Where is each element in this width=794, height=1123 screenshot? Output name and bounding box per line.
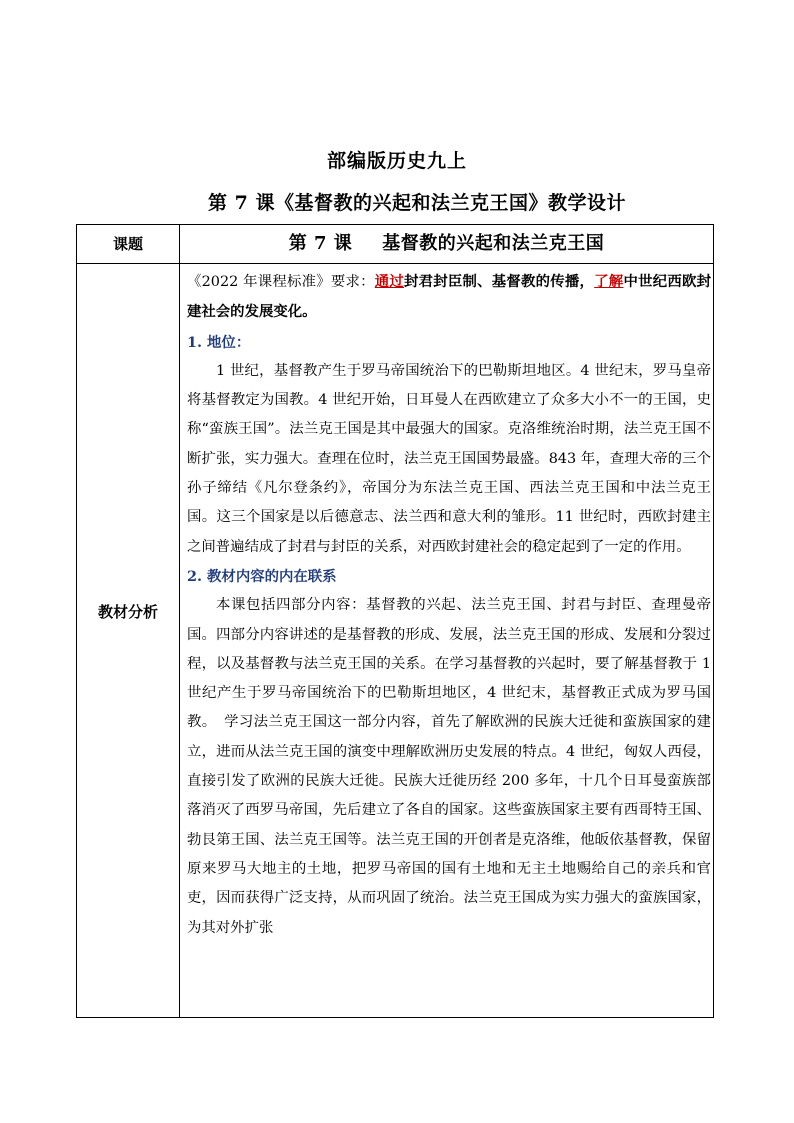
analysis-content — [187, 267, 711, 943]
lesson-table — [76, 224, 714, 1018]
standard-highlight-2: 了解 — [594, 273, 624, 290]
standard-highlight-1: 通过 — [374, 273, 404, 290]
analysis-label: 教材分析 — [97, 603, 158, 621]
lesson-title: 基督教的兴起和法兰克王国 — [382, 233, 605, 254]
row-divider — [77, 263, 713, 264]
topic-label: 课题 — [112, 235, 143, 253]
section1-body: 1 世纪，基督教产生于罗马帝国统治下的巴勒斯坦地区。4 世纪末，罗马皇帝将基督教定为国教。4 世纪开始，日耳曼人在西欧建立了众多大小不一的王国，史称“蛮族王国”。法兰克王国是其中最强大的国家。克洛维统治时期，法兰克王国不断扩张，实力强大。查理在位时，法兰克王国国势最盛。843 年，查理大帝的三个孙子缔结《凡尔登条约》，帝国分为东法兰克王国、西法兰克王国和中法兰克王国。这三个国家是以后德意志、法兰西和意大利的雏形。11 世纪时，西欧封建主之间普遍结成了封君与封臣的关系，对西欧封建社会的稳定起到了一定的作用。 — [187, 362, 711, 555]
standard-suffix: 中世纪西欧封建社会的发展变化。 — [187, 273, 711, 321]
curriculum-standard — [187, 267, 711, 328]
doc-title-line1: 部编版历史九上 — [326, 150, 467, 172]
section2-body: 本课包括四部分内容：基督教的兴起、法兰克王国、封君与封臣、查理曼帝国。四部分内容讲述的是基督教的形成、发展，法兰克王国的形成、发展和分裂过程，以及基督教与法兰克王国的关系。在学习基督教的兴起时，要了解基督教于 1 世纪产生于罗马帝国统治下的巴勒斯坦地区，4 世纪末，基督教正式成为罗马国教。 学习法兰克王国这一部分内容，首先了解欧洲的民族大迁徙和蛮族国家的建立，进而从法兰克王国的演变中理解欧洲历史发展的特点。4 世纪，匈奴人西侵，直接引发了欧洲的民族大迁徙。民族大迁徙历经 200 多年，十几个日耳曼蛮族部落消灭了西罗马帝国，先后建立了各自的国家。这些蛮族国家主要有西哥特王国、勃艮第王国、法兰克王国等。法兰克王国的开创者是克洛维，他皈依基督教，保留原来罗马大地主的土地，把罗马帝国的国有土地和无主土地赐给自己的亲兵和官吏，因而获得广泛支持，从而巩固了统治。法兰克王国成为实力强大的蛮族国家，为其对外扩张 — [187, 597, 711, 936]
topic-value — [180, 225, 713, 263]
standard-prefix: 《2022 年课程标准》要求： — [187, 274, 375, 290]
section2-title: 2. 教材内容的内在联系 — [187, 567, 337, 585]
section1-title: 1. 地位： — [187, 333, 251, 351]
standard-mid: 封君封臣制、基督教的传播， — [404, 273, 595, 290]
column-divider — [179, 225, 180, 1017]
doc-title-line2: 第 7 课《基督教的兴起和法兰克王国》教学设计 — [208, 192, 626, 214]
lesson-number: 第 7 课 — [288, 233, 353, 254]
